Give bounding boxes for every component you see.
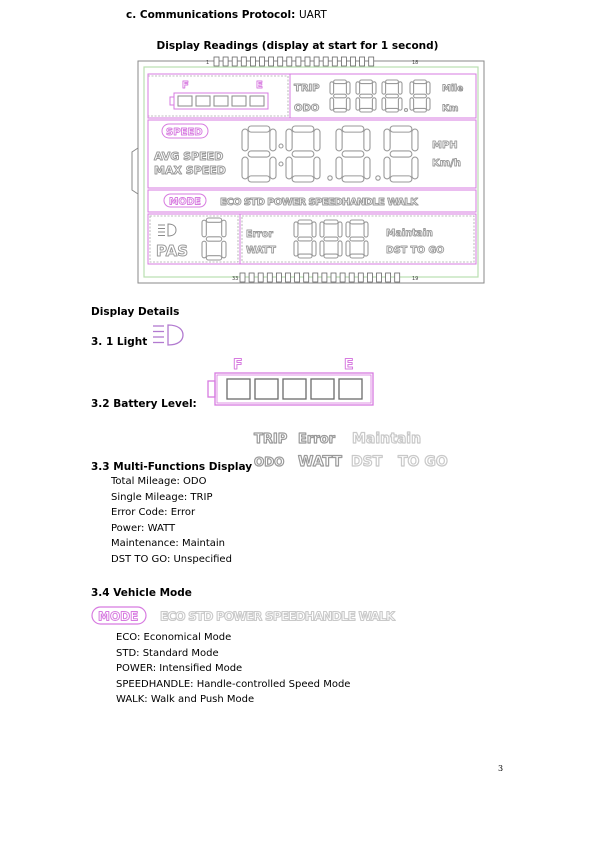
icon-dst: DST (351, 454, 383, 470)
pin-label-33: 33 (232, 276, 239, 282)
lcd-pin (286, 273, 291, 282)
lcd-watt-label: WATT (246, 245, 276, 256)
lcd-pin (232, 57, 237, 66)
lcd-pin (258, 273, 263, 282)
mode-badge: MODE (98, 609, 139, 624)
lcd-km-label: Km (442, 104, 459, 114)
lcd-pin (223, 57, 228, 66)
lcd-pin (269, 57, 274, 66)
multi-line: Single Mileage: TRIP (111, 491, 213, 503)
lcd-side-tab (132, 148, 138, 194)
lcd-panel-diagram (130, 56, 486, 286)
multi-line: Total Mileage: ODO (111, 476, 207, 487)
mode-line: WALK: Walk and Push Mode (116, 694, 255, 706)
icon-odo: ODO (254, 455, 285, 469)
multi-heading: 3.3 Multi-Functions Display (91, 461, 253, 473)
lcd-pin (267, 273, 272, 282)
lcd-battery-e: E (256, 80, 263, 91)
lcd-odo-label: ODO (294, 103, 320, 114)
lcd-pin (332, 57, 337, 66)
icon-trip: TRIP (254, 432, 288, 447)
lcd-pin (214, 57, 219, 66)
lcd-pas-label: PAS (156, 242, 189, 260)
pin-label-1: 1 (206, 60, 210, 66)
lcd-trip-label: TRIP (294, 83, 320, 94)
lcd-pin (240, 273, 245, 282)
lcd-pin (369, 57, 374, 66)
protocol-value: UART (298, 9, 327, 21)
lcd-pin (331, 273, 336, 282)
lcd-pin (250, 57, 255, 66)
lcd-speed-badge: SPEED (166, 127, 203, 138)
pin-label-18: 18 (412, 60, 419, 66)
lcd-pin (360, 57, 365, 66)
mode-line: SPEEDHANDLE: Handle-controlled Speed Mode (116, 678, 351, 690)
lcd-pin (322, 273, 327, 282)
display-details-title: Display Details (91, 306, 180, 318)
vehicle-mode-list (116, 632, 350, 710)
lcd-pin (340, 273, 345, 282)
lcd-pin (314, 57, 319, 66)
lcd-dst-label: DST TO GO (386, 245, 445, 256)
lcd-pin (249, 273, 254, 282)
lcd-pin (386, 273, 391, 282)
mode-line: STD: Standard Mode (116, 647, 219, 659)
lcd-error-label: Error (246, 229, 274, 240)
light-icon (151, 322, 187, 348)
mode-heading: 3.4 Vehicle Mode (91, 587, 192, 599)
lcd-avg-speed: AVG SPEED (154, 150, 224, 163)
lcd-pin (304, 273, 309, 282)
protocol-line (126, 9, 327, 21)
multi-function-icons (250, 426, 470, 470)
lcd-pin (287, 57, 292, 66)
lcd-modes-row: ECO STD POWER SPEEDHANDLE WALK (220, 197, 418, 208)
mode-line: ECO: Economical Mode (116, 632, 232, 643)
lcd-pin (395, 273, 400, 282)
lcd-pin (358, 273, 363, 282)
multi-function-list (111, 476, 232, 569)
lcd-pin (349, 273, 354, 282)
multi-line: DST TO GO: Unspecified (111, 553, 232, 565)
lcd-pin (313, 273, 318, 282)
lcd-pin (296, 57, 301, 66)
lcd-kmh-label: Km/h (432, 158, 461, 169)
battery-f-label: F (233, 357, 243, 373)
lcd-pin (305, 57, 310, 66)
lcd-pin (241, 57, 246, 66)
lcd-maintain-label: Maintain (386, 228, 433, 239)
light-heading: 3. 1 Light (91, 336, 148, 348)
lcd-pin (295, 273, 300, 282)
battery-cells (227, 379, 362, 399)
battery-level-icon (206, 352, 376, 410)
lcd-max-speed: MAX SPEED (154, 164, 226, 177)
mode-row-icons: ECO STD POWER SPEEDHANDLE WALK (160, 609, 395, 624)
lcd-mode-badge: MODE (169, 196, 201, 208)
lcd-pin (367, 273, 372, 282)
battery-e-label: E (344, 357, 354, 373)
icon-to-go: TO GO (398, 454, 448, 470)
lcd-pin (377, 273, 382, 282)
lcd-mph-label: MPH (432, 140, 458, 151)
multi-line: Error Code: Error (111, 507, 196, 518)
lcd-pin (351, 57, 356, 66)
icon-maintain: Maintain (352, 431, 422, 447)
protocol-label: c. Communications Protocol: (126, 9, 296, 21)
mode-line: POWER: Intensified Mode (116, 663, 243, 675)
page-number: 3 (498, 764, 504, 773)
battery-heading: 3.2 Battery Level: (91, 398, 197, 410)
pin-label-19: 19 (412, 276, 419, 282)
display-readings-title: Display Readings (display at start for 1 second) (156, 40, 439, 52)
lcd-pin (260, 57, 265, 66)
lcd-pin (278, 57, 283, 66)
icon-error: Error (298, 432, 336, 447)
icon-watt: WATT (298, 454, 342, 470)
multi-line: Maintenance: Maintain (111, 538, 225, 549)
lcd-battery-f: F (182, 80, 189, 91)
lcd-pin (341, 57, 346, 66)
lcd-pin (323, 57, 328, 66)
vehicle-mode-icons (90, 604, 435, 628)
lcd-pin (276, 273, 281, 282)
multi-line: Power: WATT (111, 522, 176, 534)
lcd-mile-label: Mile (442, 84, 464, 94)
